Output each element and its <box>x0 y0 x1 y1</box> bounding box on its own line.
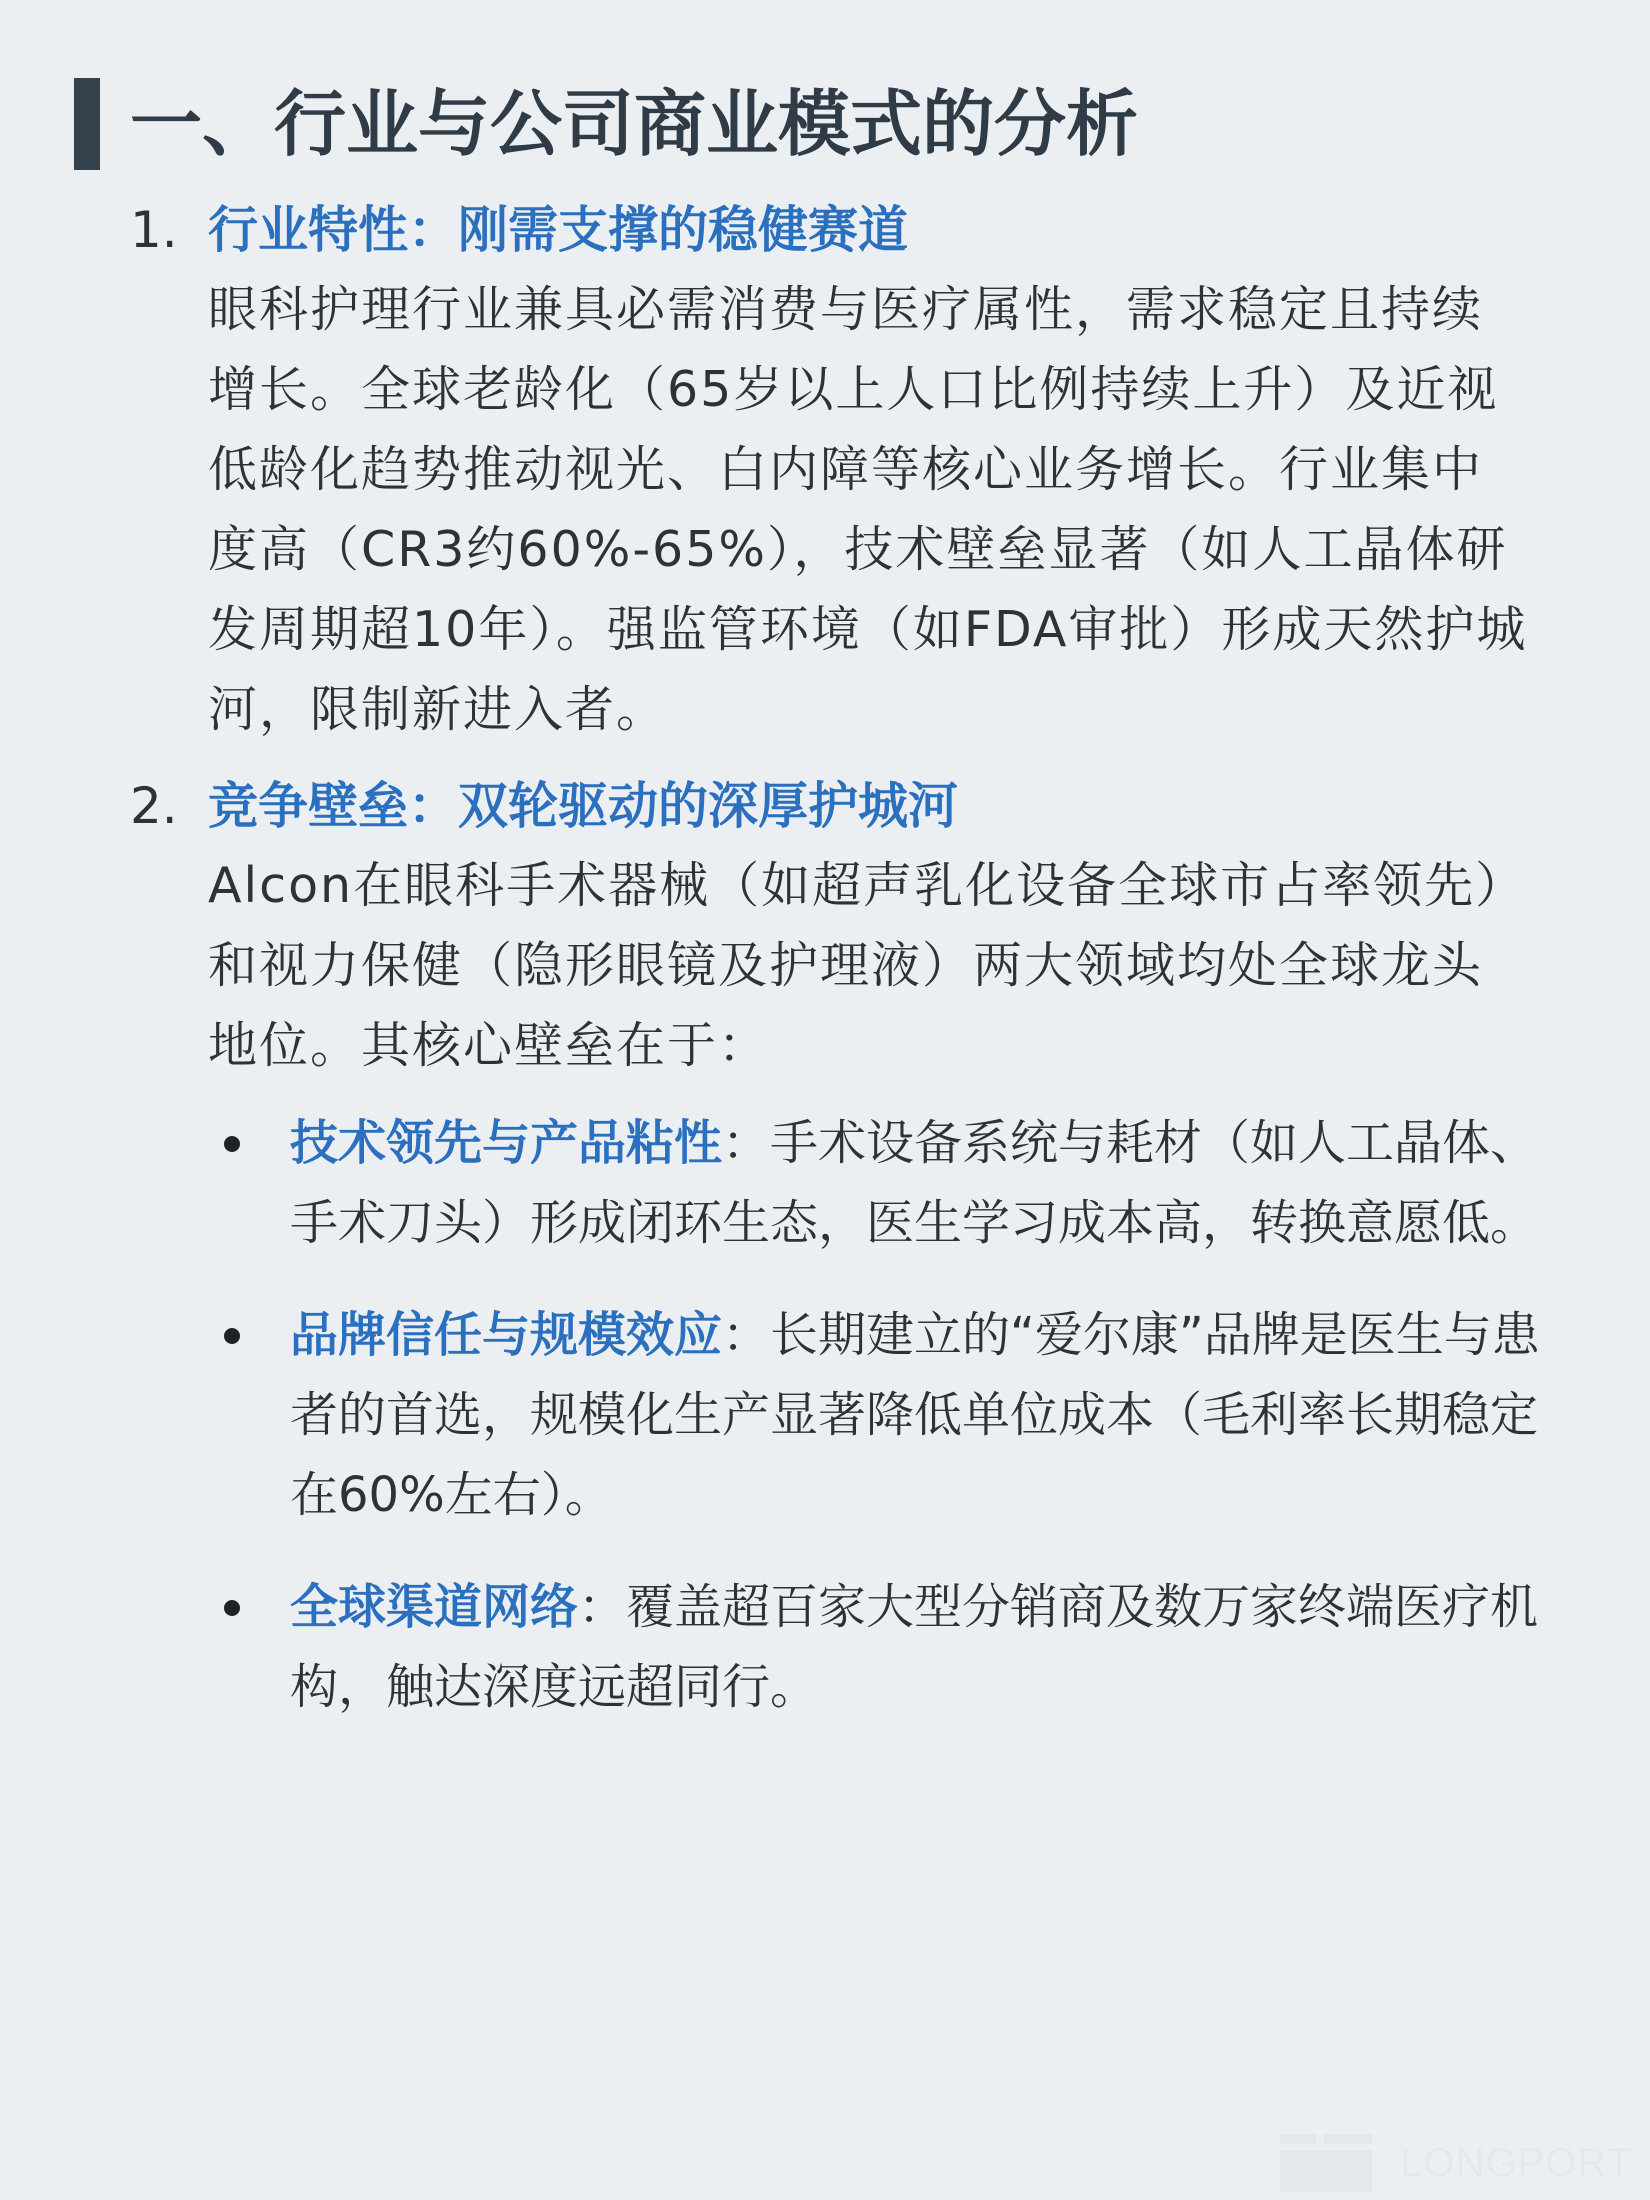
bullet-term: 技术领先与产品粘性 <box>290 1115 723 1171</box>
bullet-dot-icon <box>224 1328 240 1344</box>
barrier-bullet-list <box>210 1103 1580 1759</box>
bullet-dot-icon <box>224 1136 240 1152</box>
bullet-item <box>210 1295 1580 1535</box>
longport-logo-icon <box>1280 2134 1372 2192</box>
section-number: 2. <box>130 777 178 835</box>
bullet-item <box>210 1567 1580 1727</box>
watermark-text: LONGPORT <box>1400 2140 1632 2185</box>
bullet-item <box>210 1103 1580 1263</box>
heading-accent-bar <box>74 78 100 170</box>
bullet-term: 全球渠道网络 <box>290 1579 579 1635</box>
section-number: 1. <box>130 201 178 259</box>
section-heading: 行业特性：刚需支撑的稳健赛道 <box>208 201 908 259</box>
section-heading: 竞争壁垒：双轮驱动的深厚护城河 <box>208 777 958 835</box>
bullet-dot-icon <box>224 1600 240 1616</box>
bullet-text: ：覆盖超百家大型分销商及数万家终端医疗机构，触达深度远超同行。 <box>290 1579 1539 1715</box>
section-body: 眼科护理行业兼具必需消费与医疗属性，需求稳定且持续增长。全球老龄化（65岁以上人口比例持续上升）及近视低龄化趋势推动视光、白内障等核心业务增长。行业集中度高（CR3约60%-65%），技术壁垒显著（如人工晶体研发周期超10年）。强监管环境（如FDA审批）形成天然护城河，限制新进入者。 <box>208 281 1528 738</box>
bullet-text: ：长期建立的“爱尔康”品牌是医生与患者的首选，规模化生产显著降低单位成本（毛利率长期稳定在60%左右）。 <box>290 1307 1540 1523</box>
bullet-term: 品牌信任与规模效应 <box>290 1307 723 1363</box>
bullet-text: ：手术设备系统与耗材（如人工晶体、手术刀头）形成闭环生态，医生学习成本高，转换意愿低。 <box>290 1115 1539 1251</box>
page-title: 一、行业与公司商业模式的分析 <box>130 82 1139 166</box>
section-body: Alcon在眼科手术器械（如超声乳化设备全球市占率领先）和视力保健（隐形眼镜及护理液）两大领域均处全球龙头地位。其核心壁垒在于： <box>208 857 1527 1074</box>
longport-watermark <box>1280 2134 1632 2192</box>
